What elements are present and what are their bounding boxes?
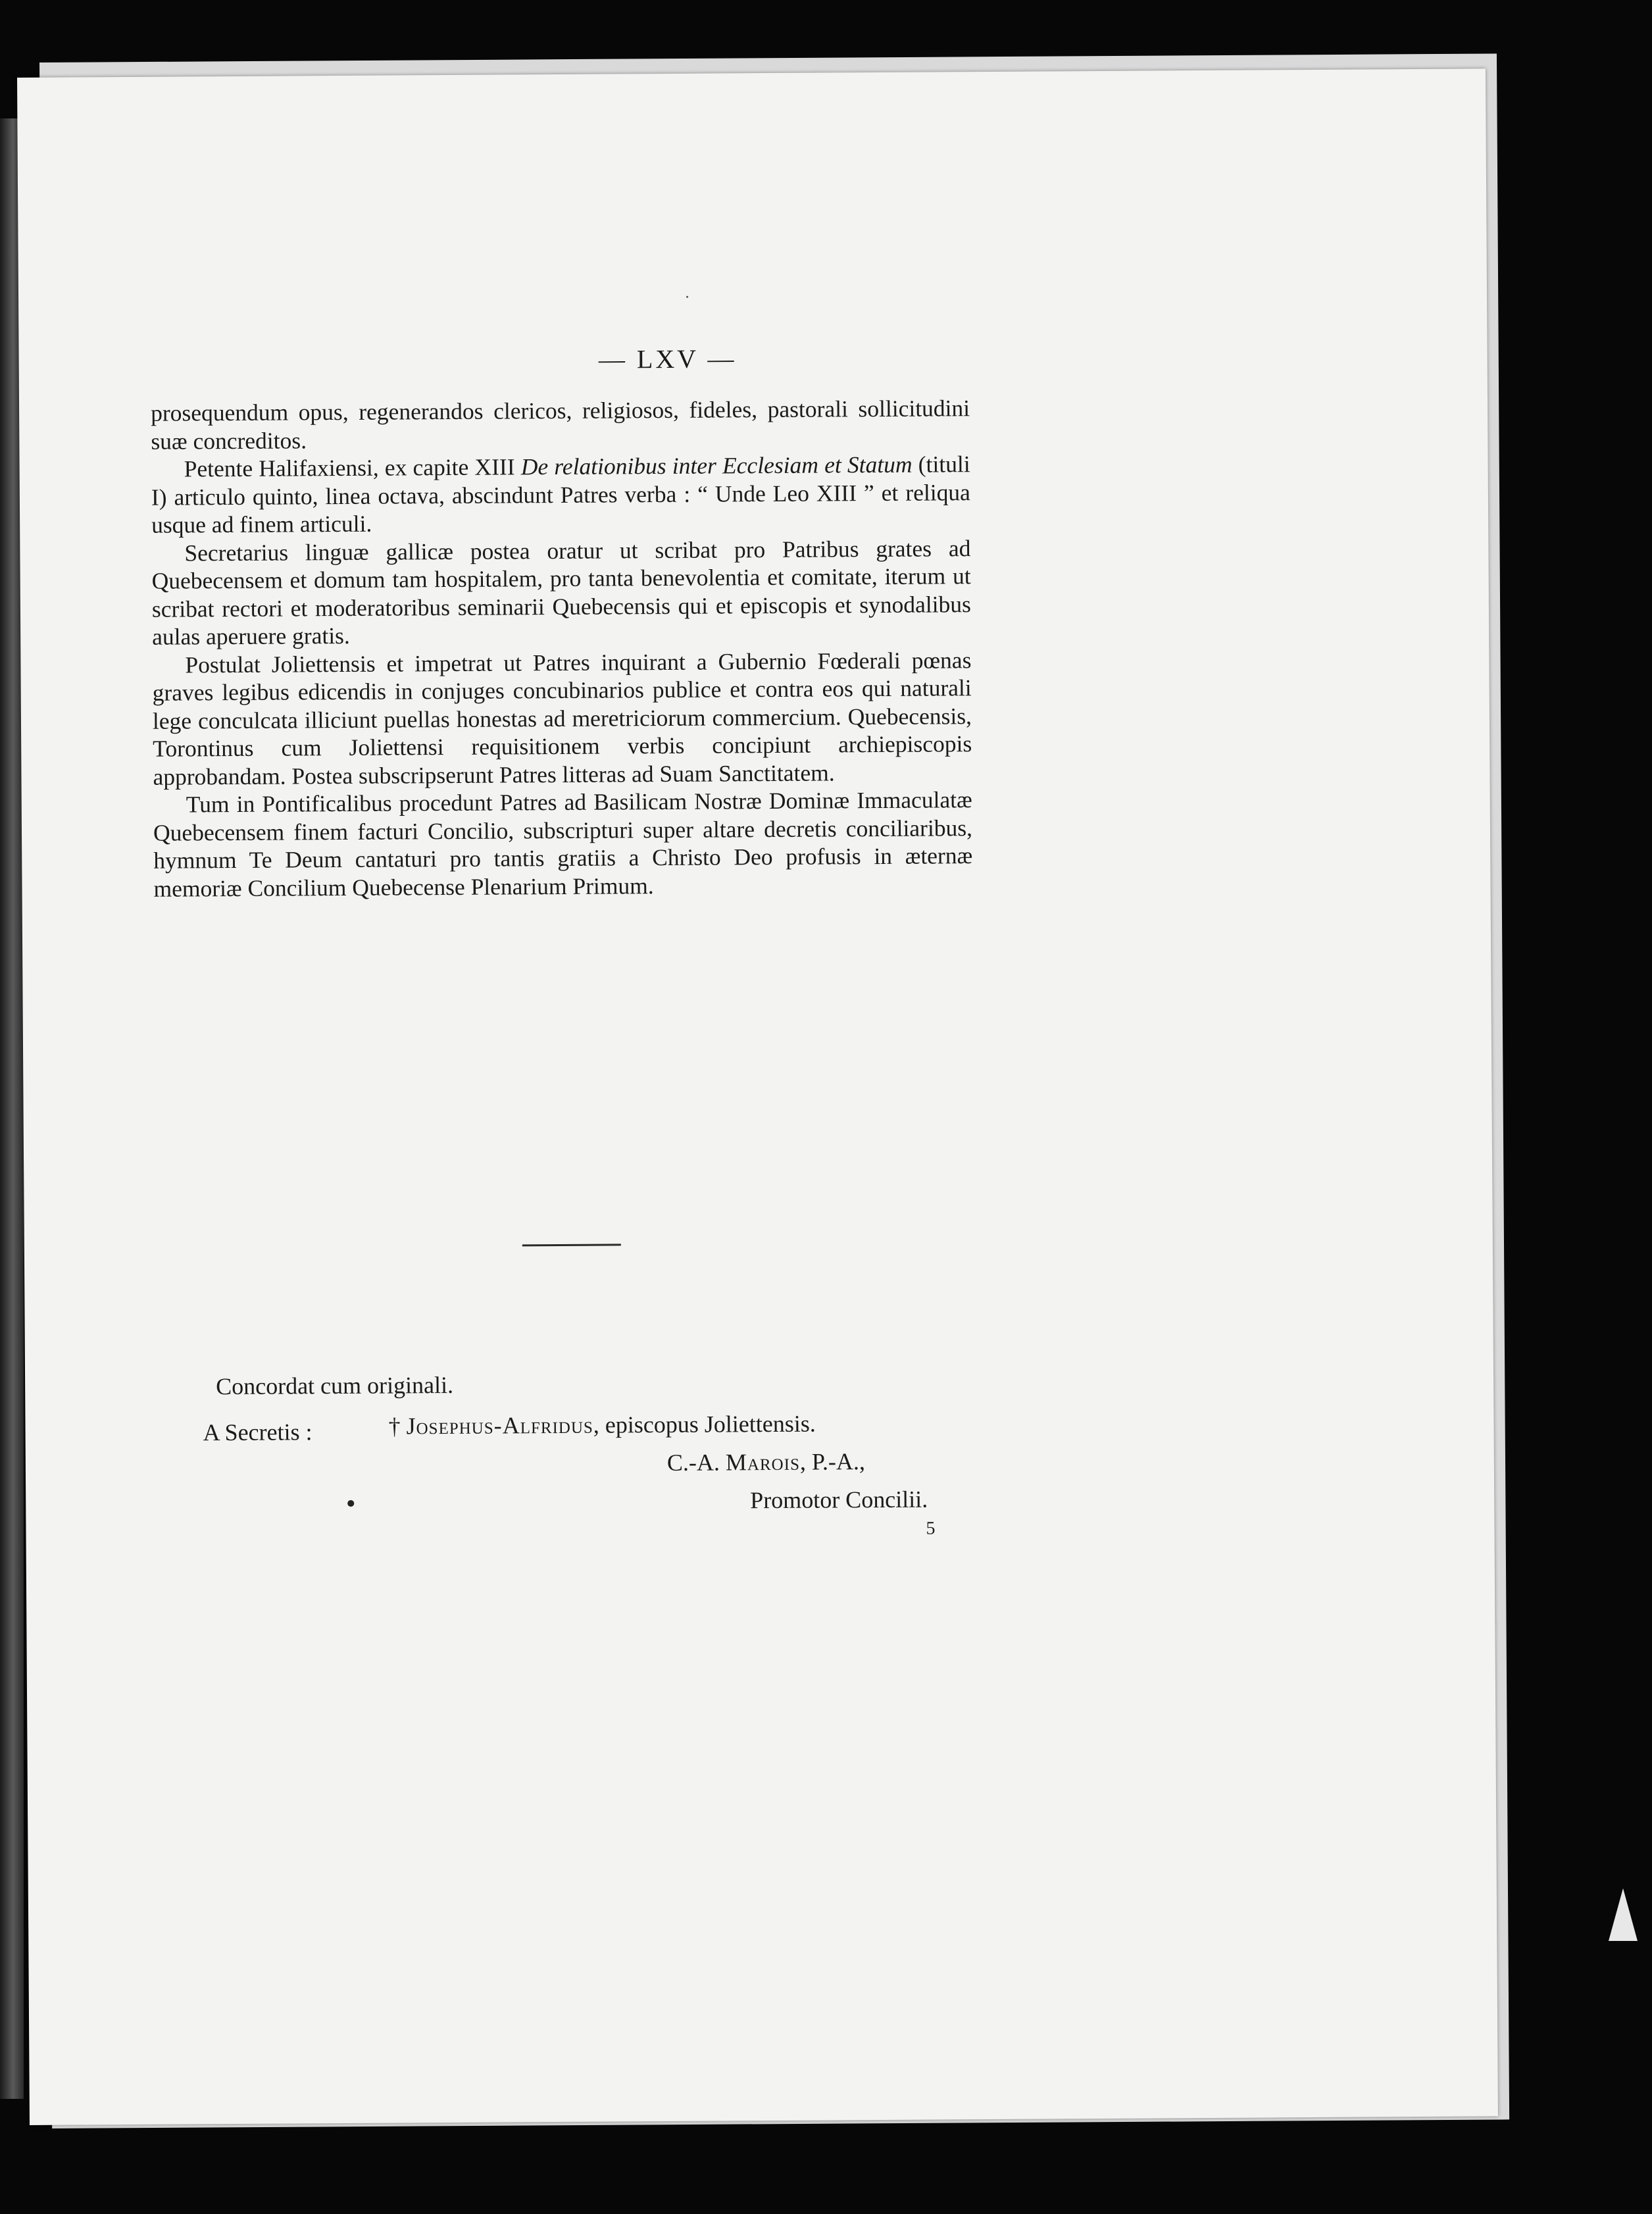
- promotor-initials: C.-A.: [666, 1449, 720, 1476]
- body-text: [151, 394, 973, 903]
- paragraph-text: Petente Halifaxiensi, ex capite XIII: [184, 453, 521, 482]
- paragraph-text: (tituli I) articulo quinto, linea octava, abscindunt Patres verba : “ Unde Leo XIII ” et reliqua usque ad finem articuli.: [151, 451, 970, 538]
- document-page: [17, 68, 1498, 2125]
- corner-clip-mark: [1609, 1888, 1638, 1941]
- italic-text: De relationibus inter Ecclesiam et Statum: [520, 451, 913, 480]
- paragraph: [151, 394, 970, 455]
- section-separator: [522, 1244, 621, 1246]
- ink-dot: [347, 1500, 354, 1507]
- promotor-suffix: , P.-A.,: [799, 1448, 866, 1475]
- concordat-line: Concordat cum originali.: [216, 1371, 454, 1400]
- page-content: [17, 68, 1498, 2125]
- cross-symbol: †: [388, 1413, 401, 1440]
- promotor-name: Marois: [725, 1448, 801, 1476]
- bishop-signature: [388, 1410, 816, 1440]
- bishop-title: , episcopus Joliettensis.: [593, 1410, 816, 1438]
- promotor-signature: [667, 1447, 865, 1476]
- paragraph-text: Postulat Joliettensis et impetrat ut Patres inquirant a Gubernio Fœderali pœnas graves legibus edicendis in conjuges concubinarios publice et contra eos qui naturali lege conculcata illiciunt puellas honestas ad meretriciorum commercium. Quebecensis, Torontinus cum Joliettensi requisitionem verbis concipiunt archiepiscopis approbandam. Postea subscripserunt Patres litteras ad Suam Sanctitatem.: [152, 646, 972, 790]
- paragraph-text: Tum in Pontificalibus procedunt Patres ad Basilicam Nostræ Dominæ Immaculatæ Quebecensem finem facturi Concilio, subscripturi super altare decretis conciliaribus, hymnum Te Deum cantaturi pro tantis gratiis a Christo Deo profusis in æternæ memoriæ Concilium Quebecense Plenarium Primum.: [153, 786, 973, 902]
- paragraph: [152, 646, 972, 791]
- ink-speck: [686, 296, 688, 298]
- paragraph-text: prosequendum opus, regenerandos clericos, religiosos, fideles, pastorali sollicitudini suæ concreditos.: [150, 395, 970, 455]
- page-number: — LXV —: [598, 343, 737, 374]
- bishop-name: Josephus-Alfridus: [406, 1411, 593, 1440]
- paragraph: [151, 534, 971, 651]
- a-secretis-label: A Secretis :: [203, 1419, 313, 1446]
- paragraph: [151, 450, 971, 539]
- signature-number: 5: [926, 1518, 936, 1539]
- paragraph: [153, 786, 973, 903]
- promotor-title: Promotor Concilii.: [750, 1486, 928, 1514]
- paragraph-text: Secretarius linguæ gallicæ postea oratur ut scribat pro Patribus grates ad Quebecensem et domum tam hospitalem, pro tanta benevolentia et comitate, iterum ut scribat rectori et moderatoribus seminarii Quebecensis qui et episcopis et synodalibus aulas aperuere gratis.: [151, 534, 972, 650]
